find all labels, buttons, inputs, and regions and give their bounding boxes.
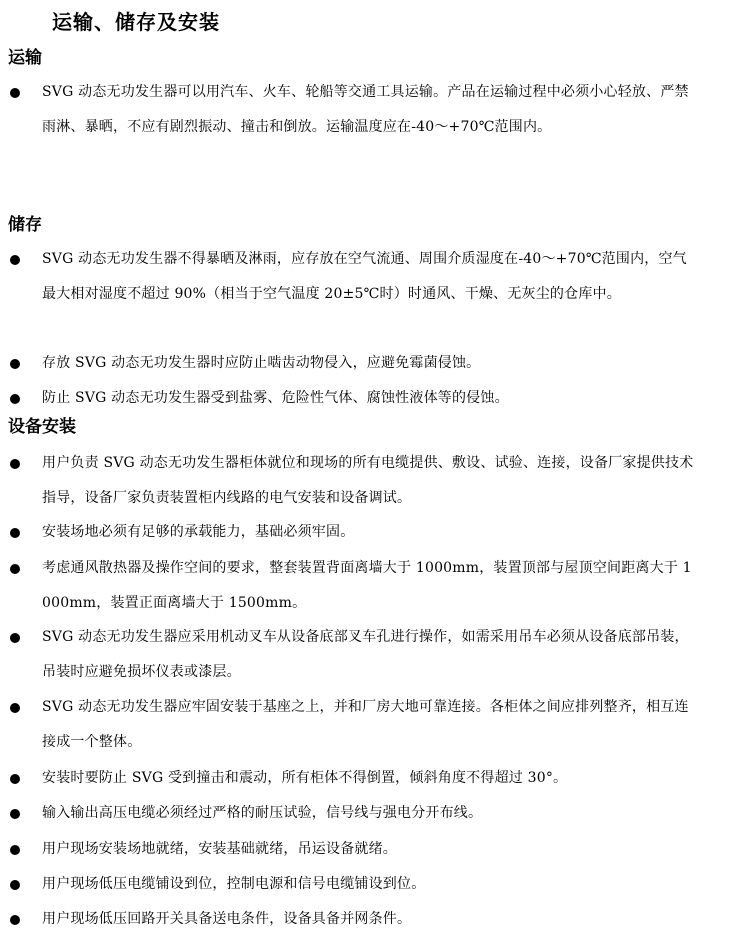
list-item: [8, 761, 698, 796]
bullet-icon: [10, 459, 20, 469]
list-item-text: 安装时要防止 SVG 受到撞击和震动，所有柜体不得倒置，倾斜角度不得超过 30°。: [42, 770, 568, 786]
list-item-text: 用户负责 SVG 动态无功发生器柜体就位和现场的所有电缆提供、敷设、试验、连接，设备厂家提供技术指导，设备厂家负责装置柜内线路的电气安装和设备调试。: [42, 455, 694, 506]
list-item-text: 用户现场低压电缆铺设到位，控制电源和信号电缆铺设到位。: [42, 876, 426, 892]
list-item-text: 存放 SVG 动态无功发生器时应防止啮齿动物侵入，应避免霉菌侵蚀。: [42, 355, 481, 371]
list-item: [8, 446, 698, 516]
list-item-text: 输入输出高压电缆必须经过严格的耐压试验，信号线与强电分开布线。: [42, 805, 483, 821]
bullet-icon: [10, 809, 20, 819]
bullet-icon: [10, 255, 20, 265]
list-item: [8, 346, 698, 381]
list-item: [8, 515, 698, 550]
page-title: 运输、储存及安装: [52, 10, 220, 34]
list-item: [8, 381, 698, 416]
bullet-icon: [10, 394, 20, 404]
list-item-text: 考虑通风散热器及操作空间的要求，整套装置背面离墙大于 1000mm，装置顶部与屋顶空间距离大于 1000mm，装置正面离墙大于 1500mm。: [42, 560, 692, 611]
list-item: [8, 551, 698, 621]
list-item-text: SVG 动态无功发生器可以用汽车、火车、轮船等交通工具运输。产品在运输过程中必须小心轻放、严禁雨淋、暴晒，不应有剧烈振动、撞击和倒放。运输温度应在-40～+70℃范围内。: [42, 84, 689, 135]
list-item: [8, 242, 698, 312]
bullet-icon: [10, 845, 20, 855]
bullet-icon: [10, 528, 20, 538]
list-item-text: 用户现场低压回路开关具备送电条件，设备具备并网条件。: [42, 911, 412, 927]
list-item-text: SVG 动态无功发生器不得暴晒及淋雨，应存放在空气流通、周围介质湿度在-40～+70℃范围内，空气最大相对湿度不超过 90%（相当于空气温度 20±5℃时）时通风、干燥、无灰尘的仓库中。: [42, 251, 687, 302]
section-heading-transport: 运输: [8, 48, 42, 68]
section-heading-storage: 储存: [8, 215, 42, 235]
list-item: [8, 796, 698, 831]
list-item: [8, 867, 698, 902]
bullet-icon: [10, 633, 20, 643]
list-item: [8, 75, 698, 145]
bullet-icon: [10, 359, 20, 369]
list-item-text: SVG 动态无功发生器应牢固安装于基座之上，并和厂房大地可靠连接。各柜体之间应排列整齐，相互连接成一个整体。: [42, 699, 689, 750]
bullet-icon: [10, 88, 20, 98]
bullet-icon: [10, 564, 20, 574]
bullet-icon: [10, 915, 20, 925]
list-item-text: 防止 SVG 动态无功发生器受到盐雾、危险性气体、腐蚀性液体等的侵蚀。: [42, 390, 509, 406]
list-item-text: 安装场地必须有足够的承载能力，基础必须牢固。: [42, 524, 355, 540]
section-heading-installation: 设备安装: [8, 417, 76, 437]
bullet-icon: [10, 774, 20, 784]
list-item-text: 用户现场安装场地就绪，安装基础就绪，吊运设备就绪。: [42, 841, 397, 857]
bullet-icon: [10, 880, 20, 890]
bullet-icon: [10, 703, 20, 713]
list-item-text: SVG 动态无功发生器应采用机动叉车从设备底部叉车孔进行操作，如需采用吊车必须从设备底部吊装，吊装时应避免损坏仪表或漆层。: [42, 629, 689, 680]
list-item: [8, 832, 698, 867]
list-item: [8, 620, 698, 690]
list-item: [8, 690, 698, 760]
